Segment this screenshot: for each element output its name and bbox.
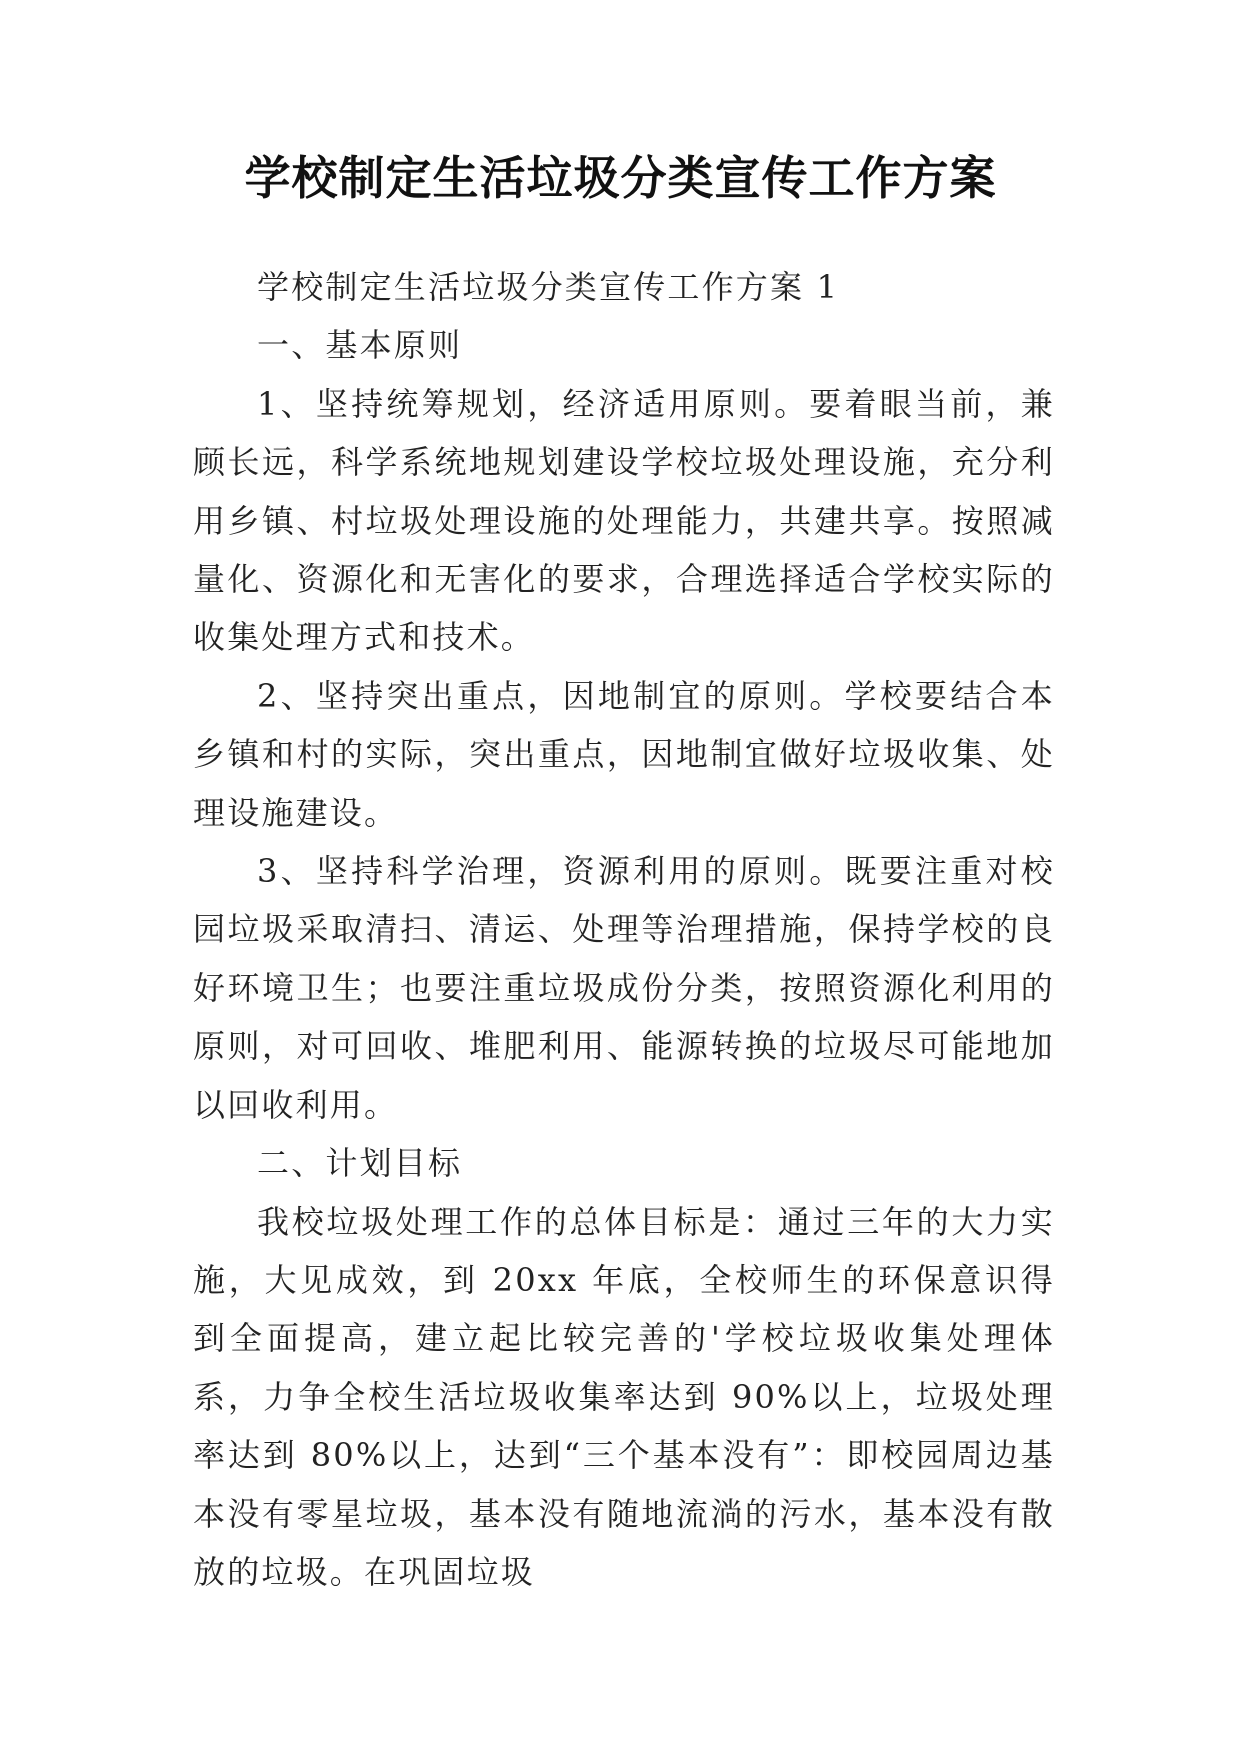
paragraph-principle-2: 2、坚持突出重点，因地制宜的原则。学校要结合本乡镇和村的实际，突出重点，因地制宜做好垃圾收集、处理设施建设。 <box>193 676 1055 832</box>
section-heading-goals: 二、计划目标 <box>257 1144 463 1183</box>
document-title: 学校制定生活垃圾分类宣传工作方案 <box>244 151 997 205</box>
section-heading-principles: 一、基本原则 <box>257 326 463 365</box>
paragraph-principle-3: 3、坚持科学治理，资源利用的原则。既要注重对校园垃圾采取清扫、清运、处理等治理措施，保持学校的良好环境卫生；也要注重垃圾成份分类，按照资源化利用的原则，对可回收、堆肥利用、能源转换的垃圾尽可能地加以回收利用。 <box>193 852 1055 1124</box>
section-subtitle: 学校制定生活垃圾分类宣传工作方案 1 <box>257 268 840 306</box>
document-body <box>193 258 1055 1601</box>
paragraph-principle-1: 1、坚持统筹规划，经济适用原则。要着眼当前，兼顾长远，科学系统地规划建设学校垃圾处理设施，充分利用乡镇、村垃圾处理设施的处理能力，共建共享。按照减量化、资源化和无害化的要求，合理选择适合学校实际的收集处理方式和技术。 <box>193 384 1055 657</box>
paragraph-goals: 我校垃圾处理工作的总体目标是：通过三年的大力实施，大见成效，到 20xx 年底，全校师生的环保意识得到全面提高，建立起比较完善的'学校垃圾收集处理体系，力争全校生活垃圾收集率达到 90%以上，垃圾处理率达到 80%以上，达到“三个基本没有”：即校园周边基本没有零星垃圾，基本没有随地流淌的污水，基本没有散放的垃圾。在巩固垃圾 <box>193 1202 1055 1591</box>
